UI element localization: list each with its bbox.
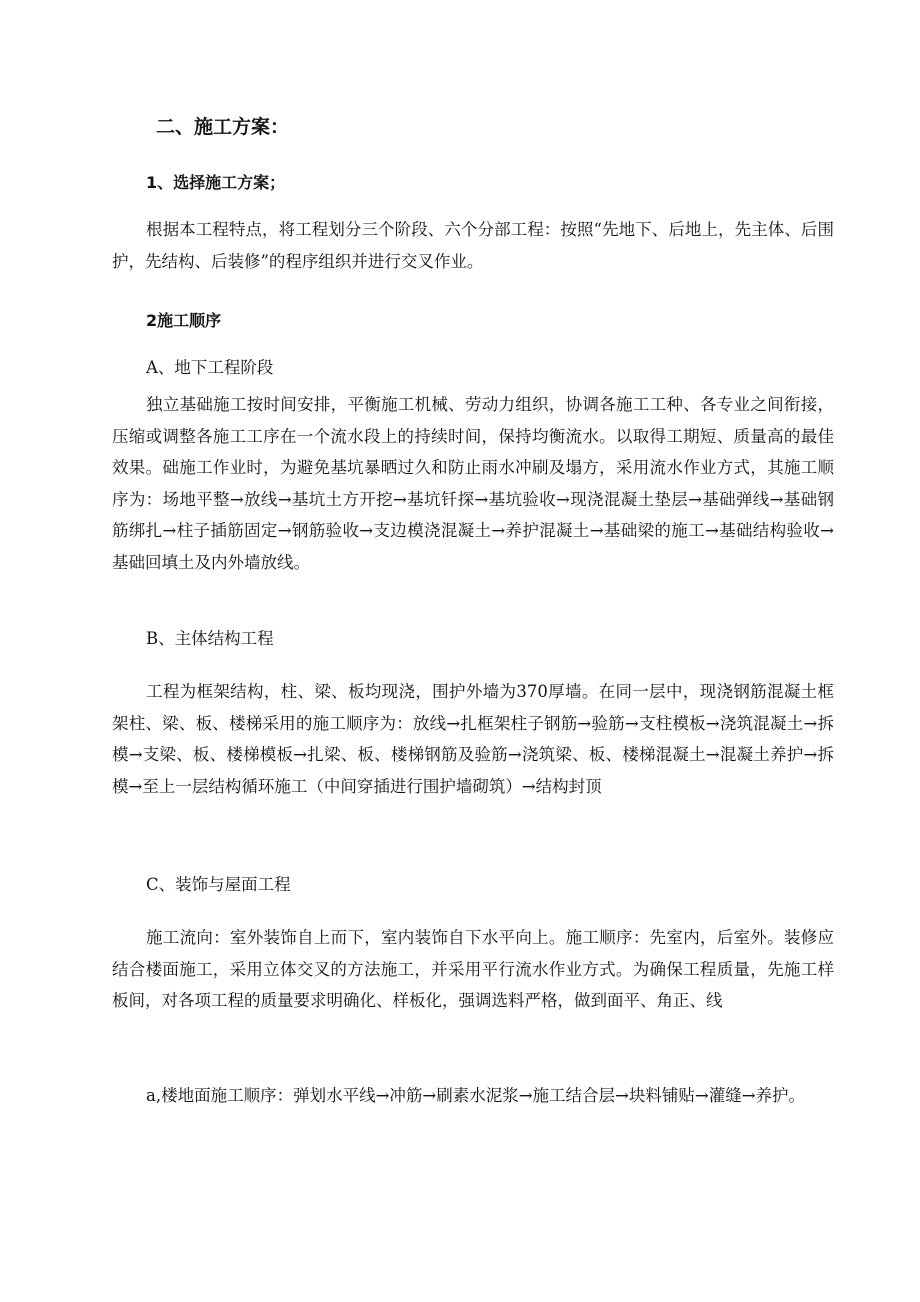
sub-c-paragraph: 施工流向：室外装饰自上而下，室内装饰自下水平向上。施工顺序：先室内，后室外。装修应结合楼面施工，采用立体交叉的方法施工，并采用平行流水作业方式。为确保工程质量，先施工样板间，对各项工程的质量要求明确化、样板化，强调选料严格，做到面平、角正、线 (112, 928, 834, 1010)
sub-b-title: B、主体结构工程 (146, 629, 274, 648)
section-1-paragraph: 根据本工程特点，将工程划分三个阶段、六个分部工程：按照“先地下、后地上，先主体、后围护，先结构、后装修”的程序组织并进行交叉作业。 (112, 220, 834, 271)
chapter-heading: 二、施工方案： (156, 116, 290, 138)
item-a-paragraph: a,楼地面施工顺序：弹划水平线→冲筋→刷素水泥浆→施工结合层→块料铺贴→灌缝→养护。 (146, 1086, 806, 1105)
sub-b-paragraph: 工程为框架结构，柱、梁、板均现浇，围护外墙为370厚墙。在同一层中，现浇钢筋混凝土框架柱、梁、板、楼梯采用的施工顺序为：放线→扎框架柱子钢筋→验筋→支柱模板→浇筑混凝土→拆模→支梁、板、楼梯模板→扎梁、板、楼梯钢筋及验筋→浇筑梁、板、楼梯混凝土→混凝土养护→拆模→至上一层结构循环施工（中间穿插进行围护墙砌筑）→结构封顶 (112, 682, 834, 796)
section-1-title: 1、选择施工方案； (146, 173, 286, 192)
sub-a-paragraph: 独立基础施工按时间安排，平衡施工机械、劳动力组织，协调各施工工种、各专业之间衔接，压缩或调整各施工工序在一个流水段上的持续时间，保持均衡流水。以取得工期短、质量高的最佳效果。础施工作业时，为避免基坑暴晒过久和防止雨水冲刷及塌方，采用流水作业方式，其施工顺序为：场地平整→放线→基坑土方开挖→基坑钎探→基坑验收→现浇混凝土垫层→基础弹线→基础钢筋绑扎→柱子插筋固定→钢筋验收→支边模浇混凝土→养护混凝土→基础梁的施工→基础结构验收→基础回填土及内外墙放线。 (112, 395, 834, 572)
sub-a-title: A、地下工程阶段 (146, 358, 274, 377)
sub-c-title: C、装饰与屋面工程 (146, 875, 291, 894)
section-2-title: 2施工顺序 (146, 311, 222, 330)
